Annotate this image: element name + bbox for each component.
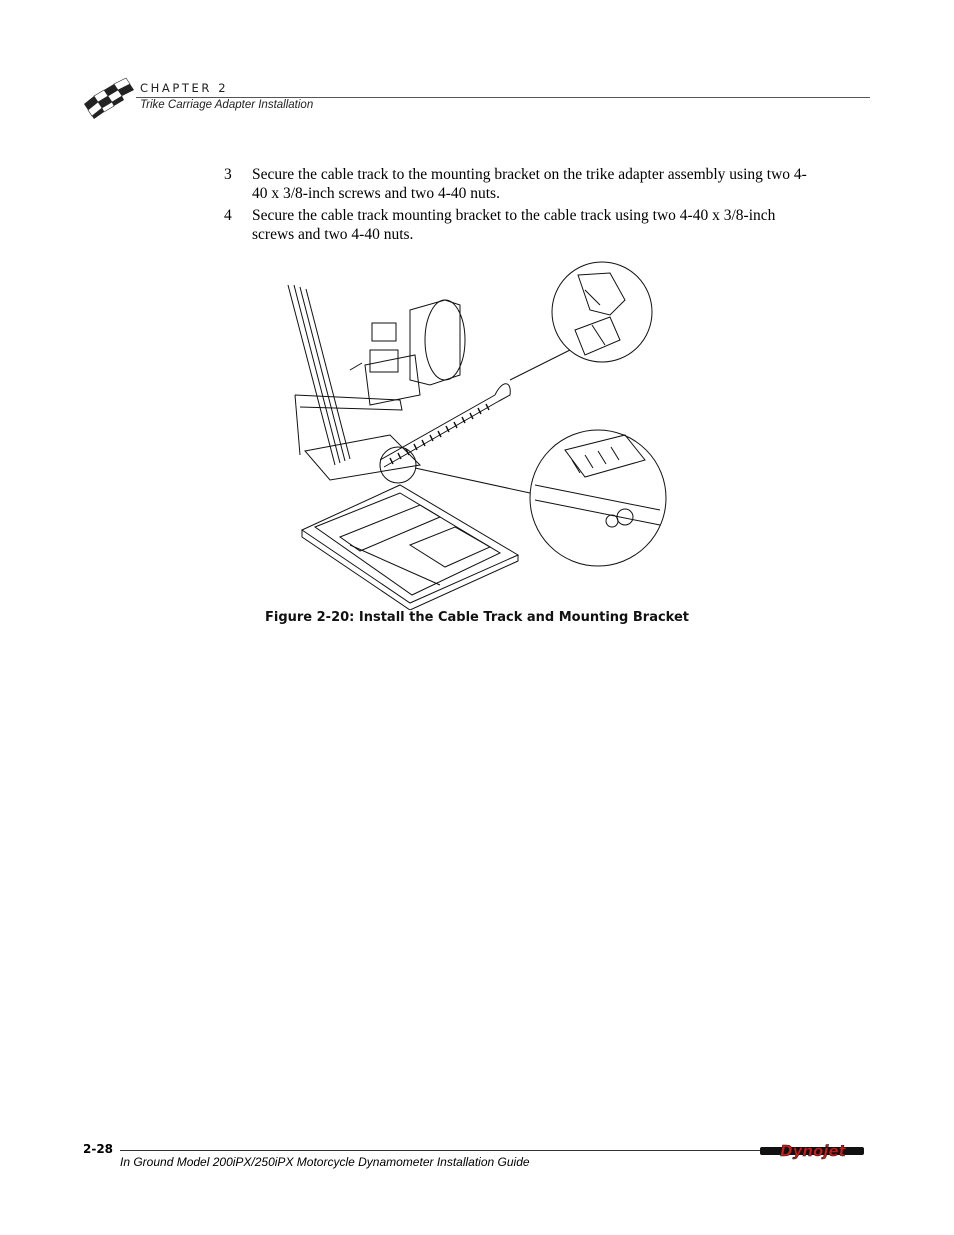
checkered-flag-icon: [80, 74, 136, 120]
figure-caption: Figure 2-20: Install the Cable Track and Mounting Bracket: [264, 610, 689, 625]
chapter-subtitle: Trike Carriage Adapter Installation: [140, 99, 314, 111]
header-rule: [136, 97, 870, 98]
step-item: [224, 165, 824, 203]
step-text: Secure the cable track mounting bracket to the cable track using two 4-40 x 3/8-inch screws and two 4-40 nuts.: [252, 207, 776, 243]
cable-track-illustration: [280, 255, 680, 610]
step-item: [224, 206, 824, 244]
chapter-label: CHAPTER 2: [140, 81, 229, 95]
step-text: Secure the cable track to the mounting bracket on the trike adapter assembly using two 4-40 x 3/8-inch screws and two 4-40 nuts.: [252, 166, 807, 202]
step-number: 4: [224, 207, 232, 224]
dynojet-logo: [760, 1141, 866, 1161]
page-number: 2-28: [83, 1142, 114, 1156]
step-list: [224, 165, 824, 247]
svg-text:Dynojet: Dynojet: [780, 1142, 846, 1160]
footer-rule: [120, 1150, 760, 1151]
guide-title: In Ground Model 200iPX/250iPX Motorcycle Dynamometer Installation Guide: [120, 1155, 530, 1169]
step-number: 3: [224, 166, 232, 183]
